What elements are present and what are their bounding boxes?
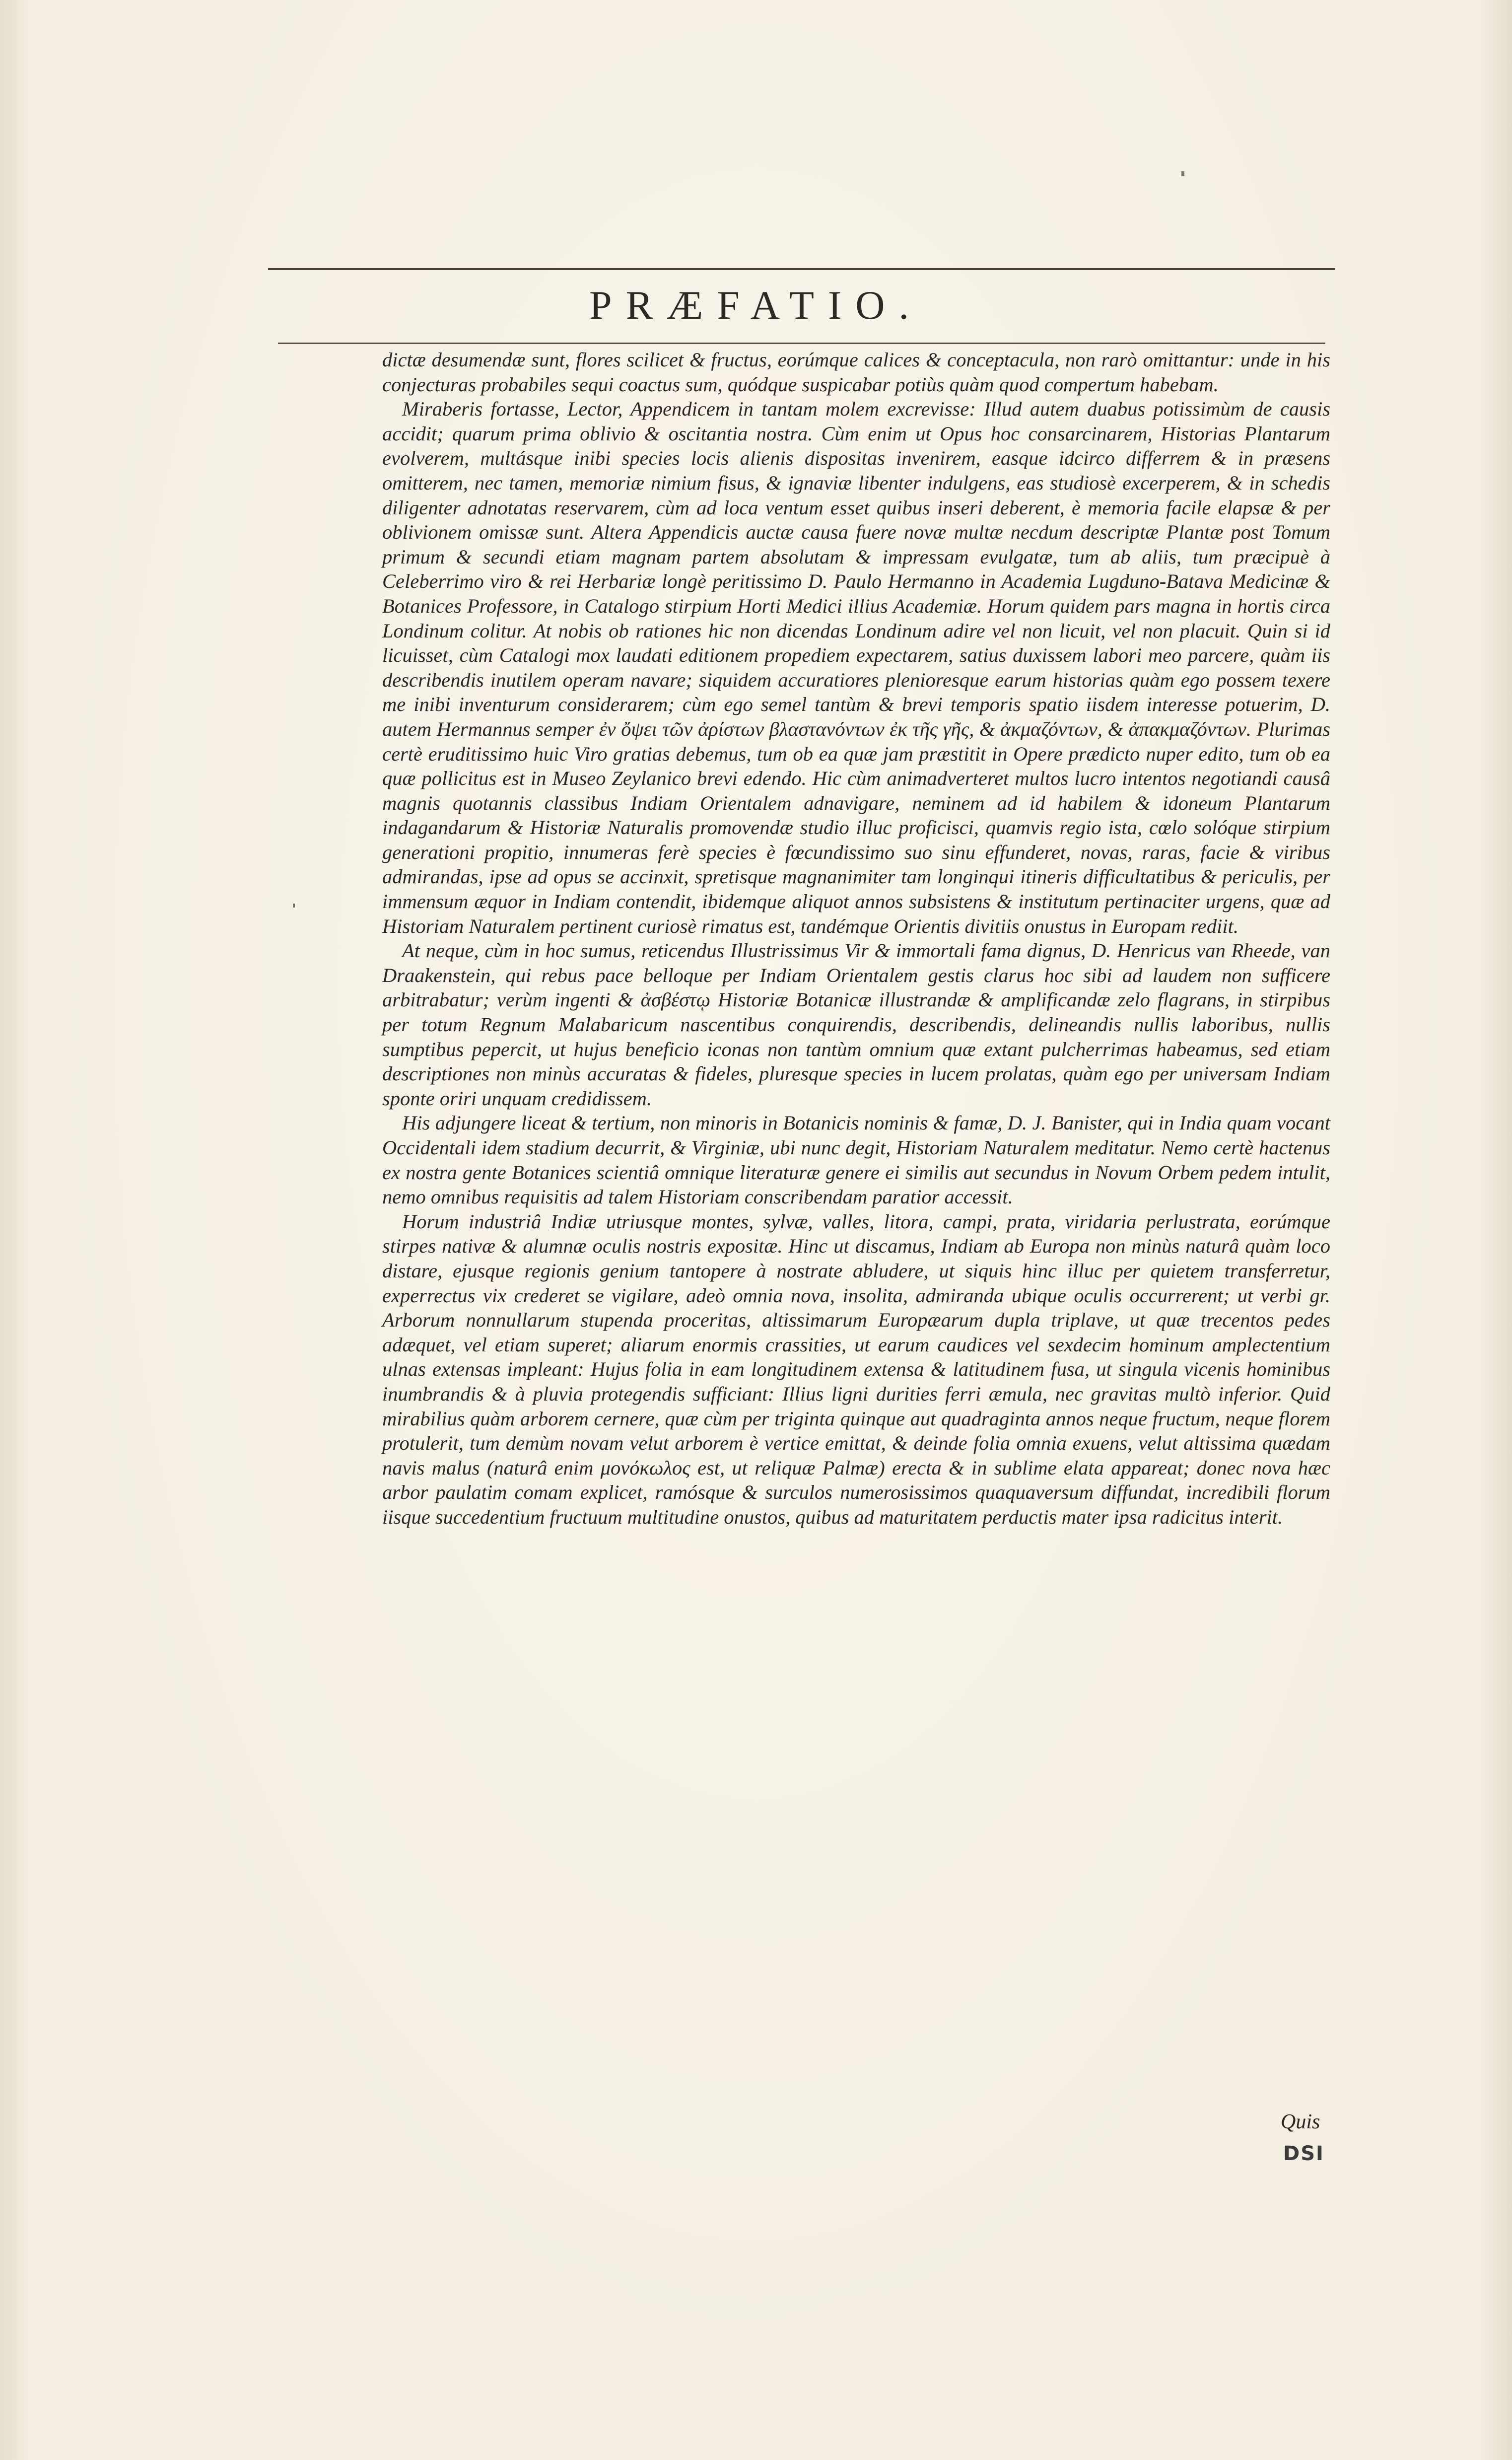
page-title: PRÆFATIO.: [589, 282, 923, 328]
header-rule-top: [268, 268, 1335, 270]
header-rule-bottom: [278, 343, 1325, 344]
paragraph: His adjungere liceat & tertium, non minoris in Botanicis nominis & famæ, D. J. Banister, qui in India quam vocant Occidentali idem stadium decurrit, & Virginiæ, ubi nunc degit, Historiam Naturalem meditatur. Nemo certè hactenus ex nostra gente Botanices scientiâ omnique literaturæ genere ei similis aut secundus in Novum Orbem pedem intulit, nemo omnibus requisitis ad talem Historiam conscribendam paratior accessit.: [382, 1112, 1330, 1208]
paragraph: Miraberis fortasse, Lector, Appendicem in tantam molem excrevisse: Illud autem duabus potissimùm de causis accidit; quarum prima oblivio & oscitantia nostra. Cùm enim ut Opus hoc consarcinarem, Historias Plantarum evolverem, multásque inibi species locis alienis dispositas invenirem, easque idcirco differrem & in præsens omitterem, nec tamen, memoriæ nimium fisus, & ignaviæ libenter indulgens, eas studiosè excerperem, & in schedis diligenter adnotatas reservarem, cùm ad loca ventum esset quibus inseri deberent, è memoria facile elapsæ & per oblivionem omissæ sunt. Altera Appendicis auctæ causa fuere novæ multæ necdum descriptæ Plantæ post Tomum primum & secundi etiam magnam partem absolutam & impressam evulgatæ, tum ab aliis, tum præcipuè à Celeberrimo viro & rei Herbariæ longè peritissimo D. Paulo Hermanno in Academia Lugduno-Batava Medicinæ & Botanices Professore, in Catalogo stirpium Horti Medici illius Academiæ. Horum quidem pars magna in hortis circa Londinum colitur. At nobis ob rationes hic non dicendas Londinum adire vel non licuit, vel non placuit. Quin si id licuisset, cùm Catalogi mox laudati editionem propediem expectarem, satius duxissem labori meo parcere, quàm iis describendis inutilem operam navare; siquidem accuratiores plenioresque earum historias quàm ego possem texere me inibi inventurum considerarem; cùm ego semel tantùm & brevi temporis spatio iisdem interesse potuerim, D. autem Hermannus semper ἐν ὄψει τῶν ἀρίστων βλαστανόντων ἐκ τῆς γῆς, & ἀκμαζόντων, & ἀπακμαζόντων. Plurimas certè eruditissimo huic Viro gratias debemus, tum ob ea quæ jam præstitit in Opere prædicto nuper edito, tum ob ea quæ pollicitus est in Museo Zeylanico brevi edendo. Hic cùm animadverteret multos lucro intentos negotiandi causâ magnis quotannis classibus Indiam Orientalem adnavigare, neminem ad id habilem & idoneum Plantarum indagandarum & Historiæ Naturalis promovendæ studio illuc proficisci, quamvis regio ista, cœlo solóque stirpium generationi propitio, innumeras ferè species è fœcundissimo suo sinu effunderet, novas, raras, facie & viribus admirandas, ipse ad opus se accinxit, spretisque magnanimiter tam longinqui itineris difficultatibus & periculis, per immensum æquor in Indiam contendit, ibidemque aliquot annos subsistens & institutum pertinaciter urgens, quæ ad Historiam Naturalem pertinent curiosè rimatus est, tandémque Orientis divitiis onustus in Europam rediit.: [382, 398, 1330, 937]
paragraph: Horum industriâ Indiæ utriusque montes, sylvæ, valles, litora, campi, prata, viridaria perlustrata, eorúmque stirpes nativæ & alumnæ oculis nostris expositæ. Hinc ut discamus, Indiam ab Europa non minùs naturâ quàm loco distare, ejusque regionis genium tantopere à nostrate abludere, ut siquis hinc illuc per quietem transferretur, experrectus vix crederet se vigilare, adeò omnia nova, insolita, admiranda ubique oculis occurrerent; ut verbi gr. Arborum nonnullarum stupenda proceritas, altissimarum Europæarum dupla triplave, ut quæ trecentos pedes adæquet, vel etiam superet; aliarum enormis crassities, ut earum caudices vel sexdecim hominum amplectentium ulnas extensas impleant: Hujus folia in eam longitudinem extensa & latitudinem fusa, ut singula vicenis hominibus inumbrandis & à pluvia protegendis sufficiant: Illius ligni durities ferri æmula, nec gravitas multò inferior. Quid mirabilius quàm arborem cernere, quæ cùm per triginta quinque aut quadraginta annos neque fructum, neque florem protulerit, tum demùm novam velut arborem è vertice emittat, & deinde folia omnia exuens, velut altissima quædam navis malus (naturâ enim μονόκωλος est, ut reliquæ Palmæ) erecta & in sublime elata appareat; donec nova hæc arbor paulatim comam explicet, ramósque & surculos numerosissimos quaquaversum diffundat, incredibili florum iisque succedentium fructuum multitudine onustos, quibus ad maturitatem perductis mater ipsa radicitus interit.: [382, 1210, 1330, 1528]
paragraph: At neque, cùm in hoc sumus, reticendus Illustrissimus Vir & immortali fama dignus, D. Henricus van Rheede, van Draakenstein, qui rebus pace belloque per Indiam Orientalem gestis clarus hoc sibi ad laudem non sufficere arbitrabatur; verùm ingenti & ἀσβέστῳ Historiæ Botanicæ illustrandæ & amplificandæ zelo flagrans, in stirpibus per totum Regnum Malabaricum nascentibus conquirendis, describendis, delineandis nullis laboribus, nullis sumptibus pepercit, ut hujus beneficio iconas non tantùm omnium quæ extant pulcherrimas habeamus, sed etiam descriptiones non minùs accuratas & fideles, pluresque species in lucem prolatas, quàm ego per universam Indiam sponte oriri unquam credidissem.: [382, 939, 1330, 1110]
margin-mark: [1181, 171, 1184, 176]
library-stamp: DSI: [1283, 2142, 1324, 2165]
paragraph: dictæ desumendæ sunt, flores scilicet & fructus, eorúmque calices & conceptacula, non rarò omittantur: unde in his conjecturas probabiles sequi coactus sum, quódque suspicabar potiùs quàm quod compertum habebam.: [382, 349, 1330, 396]
catchword: Quis: [1281, 2110, 1320, 2133]
margin-mark: [293, 904, 295, 908]
body-text: [382, 348, 1330, 1530]
